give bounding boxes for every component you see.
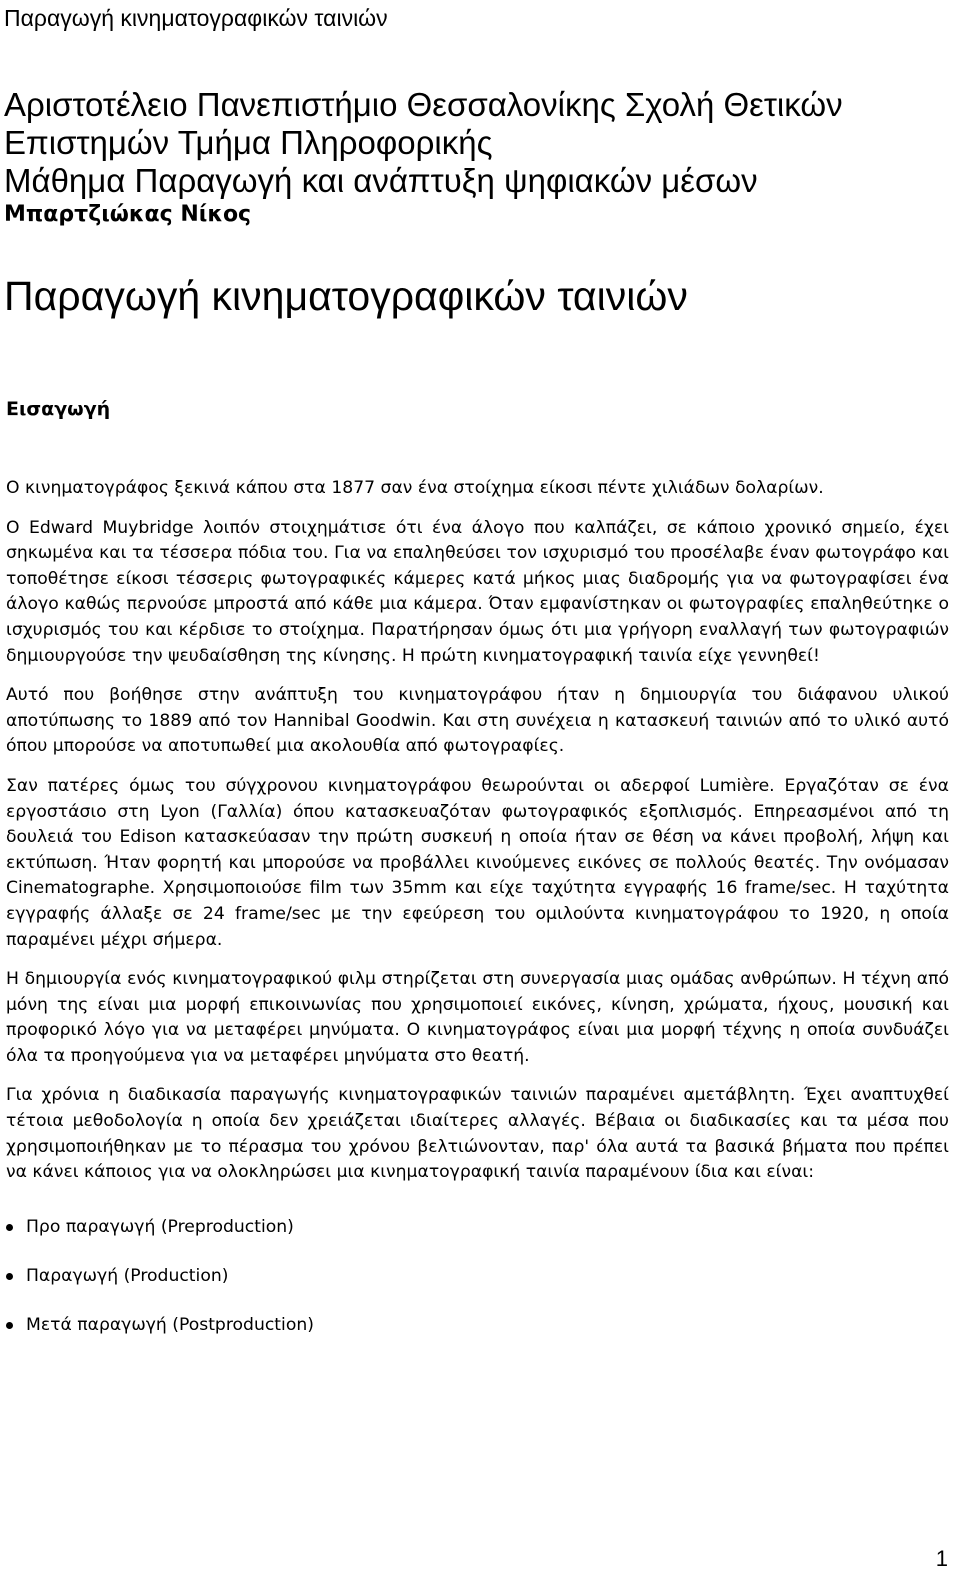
title-block <box>4 86 944 230</box>
paragraph: Για χρόνια η διαδικασία παραγωγής κινηματογραφικών ταινιών παραμένει αμετάβλητη. Έχει αναπτυχθεί τέτοια μεθοδολογία η οποία δεν χρειάζεται ιδιαίτερες αλλαγές. Βέβαια οι διαδικασίες και τα μέσα που χρησιμοποιήθηκαν με το πέρασμα του χρόνου βελτιώνονταν, παρ' όλα αυτά τα βασικά βήματα που πρέπει να κάνει κάποιος για να ολοκληρώσει μια κινηματογραφική ταινία παραμένουν ίδια και είναι: <box>6 1085 949 1183</box>
bullet-icon <box>6 1224 13 1231</box>
list-item-text: Παραγωγή (Production) <box>26 1265 229 1286</box>
running-header: Παραγωγή κινηματογραφικών ταινιών <box>4 5 388 31</box>
author-name: Μπαρτζιώκας Νίκος <box>4 202 252 227</box>
paragraph: Ο Edward Muybridge λοιπόν στοιχημάτισε ότι ένα άλογο που καλπάζει, σε κάποιο χρονικό σημείο, έχει σηκωμένα και τα τέσσερα πόδια του. Για να επαληθεύσει τον ισχυρισμό του προσέλαβε έναν φωτογράφο και τοποθέτησε είκοσι τέσσερις φωτογραφικές κάμερες κατά μήκος μιας διαδρομής για να φωτογραφίσει ένα άλογο καθώς περνούσε μπροστά από κάθε μια κάμερα. Όταν εμφανίστηκαν οι φωτογραφίες επαληθεύτηκε ο ισχυρισμός του και κέρδισε το στοίχημα. Παρατήρησαν όμως ότι μια γρήγορη εναλλαγή των φωτογραφιών δημιουργούσε την ψευδαίσθηση της κίνησης. Η πρώτη κινηματογραφική ταινία είχε γεννηθεί! <box>6 517 949 666</box>
list-item-text: Προ παραγωγή (Preproduction) <box>26 1216 294 1237</box>
list-item-text: Μετά παραγωγή (Postproduction) <box>26 1314 314 1335</box>
course-line: Μάθημα Παραγωγή και ανάπτυξη ψηφιακών μέσων <box>4 162 758 199</box>
university-line: Αριστοτέλειο Πανεπιστήμιο Θεσσαλονίκης Σχολή Θετικών <box>4 86 843 123</box>
page-number: 1 <box>935 1546 948 1571</box>
body-text <box>6 476 949 1361</box>
paragraph: Ο κινηματογράφος ξεκινά κάπου στα 1877 σαν ένα στοίχημα είκοσι πέντε χιλιάδων δολαρίων. <box>6 478 824 498</box>
department-line: Επιστημών Τμήμα Πληροφορικής <box>4 124 493 161</box>
bullet-list <box>6 1214 949 1338</box>
paragraph: Η δημιουργία ενός κινηματογραφικού φιλμ στηρίζεται στη συνεργασία μιας ομάδας ανθρώπων. Η τέχνη από μόνη της είναι μια μορφή επικοινωνίας που χρησιμοποιεί εικόνες, κίνηση, χρώματα, ήχους, μουσική και προφορικό λόγο για να μεταφέρει μηνύματα. Ο κινηματογράφος είναι μια μορφή τέχνης η οποία συνδυάζει όλα τα προηγούμενα για να μεταφέρει μηνύματα στο θεατή. <box>6 969 949 1066</box>
document-title: Παραγωγή κινηματογραφικών ταινιών <box>4 273 688 319</box>
list-item <box>6 1263 949 1289</box>
list-item <box>6 1214 949 1240</box>
paragraph: Αυτό που βοήθησε στην ανάπτυξη του κινηματογράφου ήταν η δημιουργία του διάφανου υλικού αποτύπωσης το 1889 από τον Hannibal Goodwin. Και στη συνέχεια η κατασκευή ταινιών από το υλικό αυτό όπου μπορούσε να αποτυπωθεί μια ακολουθία από φωτογραφίες. <box>6 685 949 757</box>
bullet-icon <box>6 1322 13 1329</box>
paragraph: Σαν πατέρες όμως του σύγχρονου κινηματογράφου θεωρούνται οι αδερφοί Lumière. Εργαζόταν σε ένα εργοστάσιο στη Lyon (Γαλλία) όπου κατασκευαζόταν φωτογραφικός εξοπλισμός. Επηρεασμένοι από τη δουλειά του Edison κατασκεύασαν την πρώτη συσκευή η οποία ήταν σε θέση να κάνει προβολή, λήψη και εκτύπωση. Ήταν φορητή και μπορούσε να προβάλλει κινούμενες εικόνες σε πολλούς θεατές. Την ονόμασαν Cinematographe. Χρησιμοποιούσε film των 35mm και είχε ταχύτητα εγγραφής 16 frame/sec. Η ταχύτητα εγγραφής άλλαξε σε 24 frame/sec με την εφεύρεση του ομιλούντα κινηματογράφου το 1920, η οποία παραμένει μέχρι σήμερα. <box>6 775 949 950</box>
section-heading: Εισαγωγή <box>6 398 111 420</box>
list-item <box>6 1312 949 1338</box>
bullet-icon <box>6 1273 13 1280</box>
